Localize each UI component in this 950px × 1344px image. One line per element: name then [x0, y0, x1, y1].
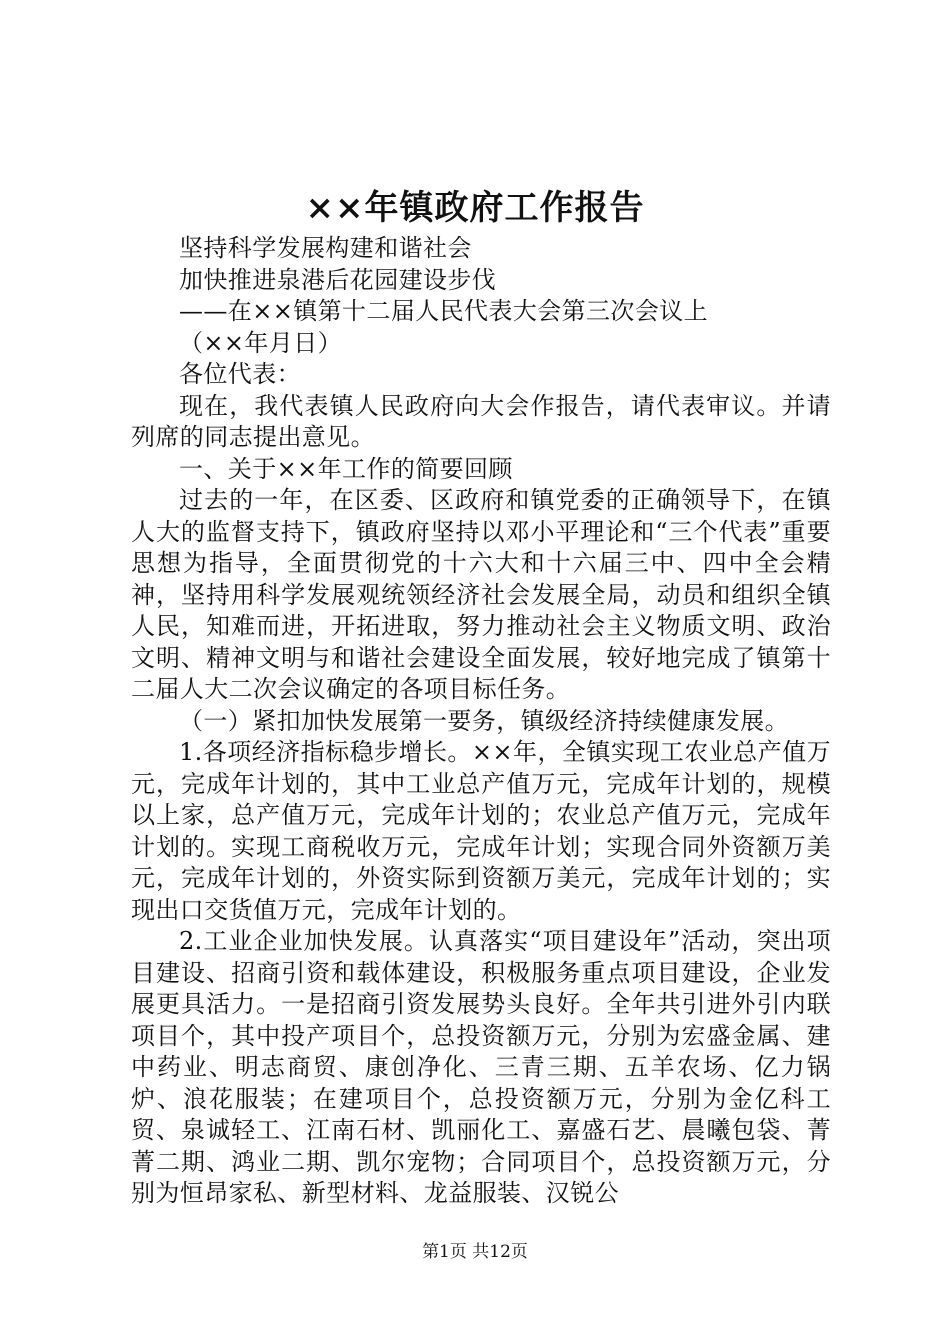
- section-heading: 一、关于××年工作的简要回顾: [179, 454, 513, 483]
- page-footer: 第1页 共12页: [422, 1242, 528, 1262]
- paragraph-intro: 现在，我代表镇人民政府向大会作报告，请代表审议。并请列席的同志提出意见。: [131, 391, 831, 451]
- subtitle-line-3: ——在××镇第十二届人民代表大会第三次会议上: [179, 297, 709, 325]
- paragraph-review: 过去的一年，在区委、区政府和镇党委的正确领导下，在镇人大的监督支持下，镇政府坚持以邓小平理论和“三个代表”重要思想为指导，全面贯彻党的十六大和十六届三中、四中全会精神，坚持用科学发展观统领经济社会发展全局，动员和组织全镇人民，知难而进，开拓进取，努力推动社会主义物质文明、政治文明、精神文明与和谐社会建设全面发展，较好地完成了镇第十二届人大二次会议确定的各项目标任务。: [131, 486, 831, 703]
- document-title: ××年镇政府工作报告: [305, 188, 645, 228]
- paragraph-economic-indicators: 1.各项经济指标稳步增长。××年，全镇实现工农业总产值万元，完成年计划的，其中工业总产值万元，完成年计划的，规模以上家，总产值万元，完成年计划的；农业总产值万元，完成年计划的。实现工商税收万元，完成年计划；实现合同外资额万美元，完成年计划的，外资实际到资额万美元，完成年计划的；实现出口交货值万元，完成年计划的。: [131, 738, 831, 924]
- subtitle-line-2: 加快推进泉港后花园建设步伐: [179, 265, 497, 294]
- document-body: [131, 233, 831, 1210]
- subtitle-line-1: 坚持科学发展构建和谐社会: [179, 234, 472, 262]
- salutation: 各位代表：: [179, 360, 301, 388]
- paragraph-industrial-development: 2.工业企业加快发展。认真落实“项目建设年”活动，突出项目建设、招商引资和载体建设，积极服务重点项目建设，企业发展更具活力。一是招商引资发展势头良好。全年共引进外引内联项目个，其中投产项目个，总投资额万元，分别为宏盛金属、建中药业、明志商贸、康创净化、三青三期、五羊农场、亿力锅炉、浪花服装；在建项目个，总投资额万元，分别为金亿科工贸、泉诚轻工、江南石材、凯丽化工、嘉盛石艺、晨曦包袋、菁菁二期、鸿业二期、凯尔宠物；合同项目个，总投资额万元，分别为恒昂家私、新型材料、龙益服装、汉锐公: [131, 927, 831, 1207]
- date-line: （××年月日）: [179, 328, 343, 357]
- subsection-heading: （一）紧扣加快发展第一要务，镇级经济持续健康发展。: [179, 706, 789, 735]
